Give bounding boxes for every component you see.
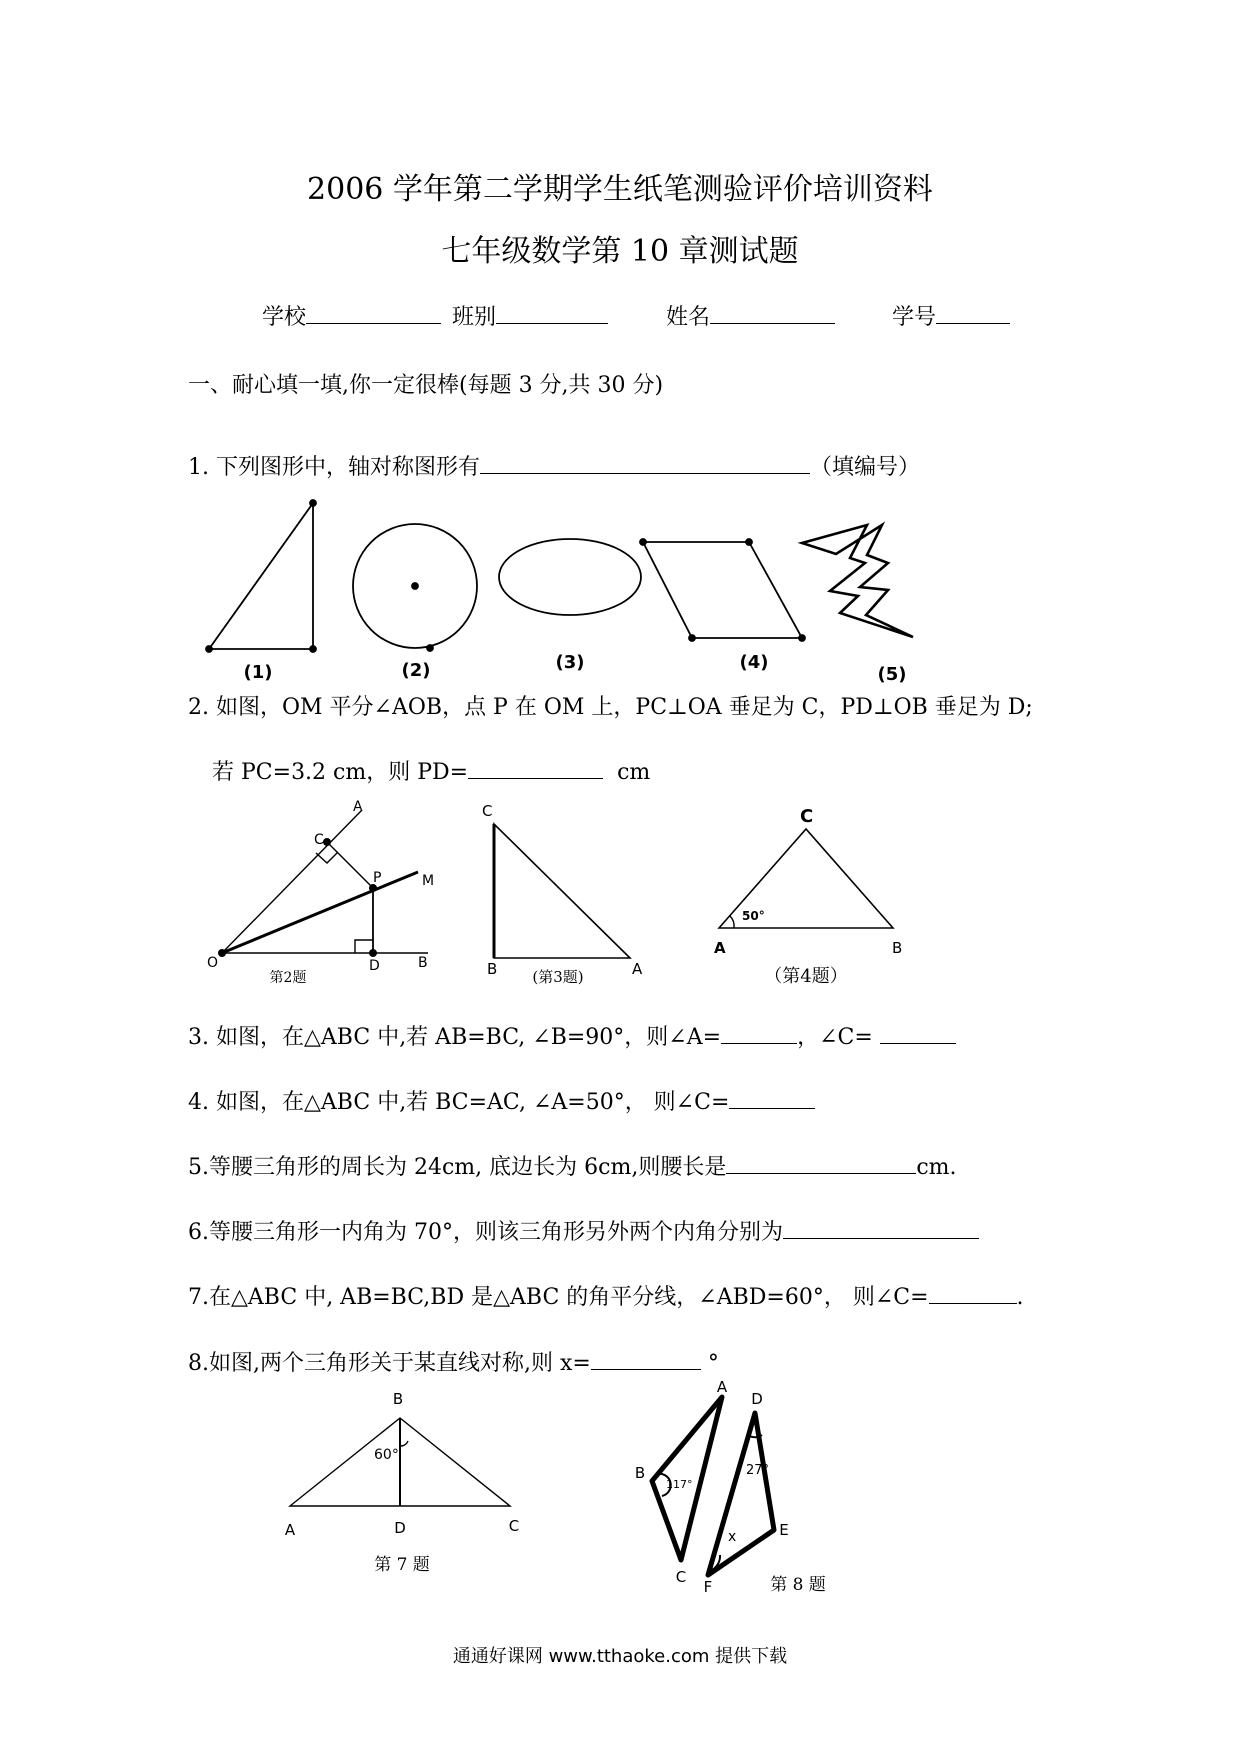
fig1-label-4: (4) (739, 652, 769, 673)
fig1-ellipse (499, 539, 641, 615)
fig8-label-c: C (675, 1568, 687, 1586)
fig2-label-m: M (422, 873, 435, 889)
school-label: 学校 (262, 305, 307, 330)
fig4-label-a: A (714, 939, 726, 957)
fig8-angle-x: x (728, 1529, 737, 1545)
fig8-label-e: E (779, 1521, 789, 1539)
fig2-labels (207, 799, 434, 986)
fig4-label-b: B (892, 939, 903, 957)
fig8-label-f: F (703, 1578, 713, 1596)
fig1-parallelogram (643, 542, 802, 638)
fig2-label-p: P (373, 870, 382, 886)
fig1-label-2: (2) (401, 660, 431, 681)
question-8-text: 8.如图,两个三角形关于某直线对称,则 x= (188, 1351, 591, 1376)
question-5-text: 5.等腰三角形的周长为 24cm, 底边长为 6cm,则腰长是 (188, 1155, 727, 1180)
fig3-label-a: A (632, 960, 643, 978)
fig2-label-b: B (418, 955, 428, 971)
fig8-labels (635, 1378, 826, 1596)
fig3-label-c: C (482, 802, 493, 820)
fig2-caption: 第2题 (269, 970, 307, 986)
fig3-label-b: B (487, 960, 498, 978)
fig1-lightning (802, 525, 913, 637)
question-4-text: 4. 如图，在△ABC 中,若 BC=AC, ∠A=50°， 则∠C= (188, 1090, 730, 1115)
question-3-text: 3. 如图，在△ABC 中,若 AB=BC, ∠B=90°，则∠A= (188, 1025, 722, 1050)
question-2-text2: 若 PC=3.2 cm，则 PD= (212, 760, 469, 785)
fig1-label-3: (3) (555, 652, 585, 673)
fig2-label-o: O (207, 955, 219, 971)
question-2-suffix: cm (617, 760, 651, 785)
question-5-suffix: cm. (916, 1155, 957, 1180)
fig8-label-a: A (716, 1378, 728, 1396)
fig1-shapes (206, 500, 913, 652)
footer-text: 通通好课网 www.tthaoke.com 提供下载 (452, 1646, 788, 1667)
fig8-angle-2: 27° (746, 1463, 770, 1478)
fig7-diagram (290, 1418, 510, 1506)
question-7-text: 7.在△ABC 中, AB=BC,BD 是△ABC 的角平分线，∠ABD=60°， 则∠C= (188, 1285, 929, 1310)
page-subtitle: 七年级数学第 10 章测试题 (441, 234, 799, 269)
fig8-label-b: B (634, 1464, 646, 1482)
fig4-labels (714, 806, 902, 987)
fig7-angle: 60° (374, 1447, 399, 1463)
fig7-label-a: A (284, 1521, 296, 1539)
fig4-label-c: C (800, 806, 814, 827)
fig7-label-b: B (392, 1390, 404, 1408)
fig8-label-d: D (751, 1390, 763, 1408)
question-3-mid: ，∠C= (797, 1025, 873, 1050)
fig2-label-a: A (353, 799, 363, 815)
fig3-caption: (第3题) (532, 968, 584, 986)
page-title: 2006 学年第二学期学生纸笔测验评价培训资料 (307, 172, 933, 207)
question-1-suffix: （填编号） (809, 455, 920, 480)
fig1-labels (244, 652, 907, 685)
fig2-label-d: D (369, 958, 380, 974)
fig7-label-d: D (394, 1519, 406, 1537)
question-2: 2. 如图，OM 平分∠AOB，点 P 在 OM 上，PC⊥OA 垂足为 C，PD⊥OB 垂足为 D; (188, 695, 1033, 720)
question-8-suffix: ° (707, 1351, 719, 1376)
section-heading: 一、耐心填一填,你一定很棒(每题 3 分,共 30 分) (188, 373, 664, 398)
fig2-label-c: C (314, 832, 324, 848)
fig4-angle: 50° (742, 909, 765, 923)
fig3-diagram (494, 824, 630, 958)
question-6-text: 6.等腰三角形一内角为 70°，则该三角形另外两个内角分别为 (188, 1220, 783, 1245)
fig8-angle-1: 117° (666, 1478, 693, 1491)
fig1-label-5: (5) (877, 664, 907, 685)
number-label: 学号 (892, 305, 937, 330)
question-1-text: 1. 下列图形中，轴对称图形有 (188, 455, 480, 480)
name-label: 姓名 (666, 305, 711, 330)
fig8-caption: 第 8 题 (770, 1575, 826, 1595)
class-label: 班别 (452, 305, 497, 330)
question-7-suffix: . (1016, 1285, 1024, 1310)
fig1-right-triangle (209, 503, 313, 649)
fig1-label-1: (1) (243, 662, 273, 683)
fig7-label-c: C (508, 1517, 520, 1535)
fig7-caption: 第 7 题 (374, 1555, 430, 1575)
fig4-caption: （第4题） (764, 966, 848, 987)
